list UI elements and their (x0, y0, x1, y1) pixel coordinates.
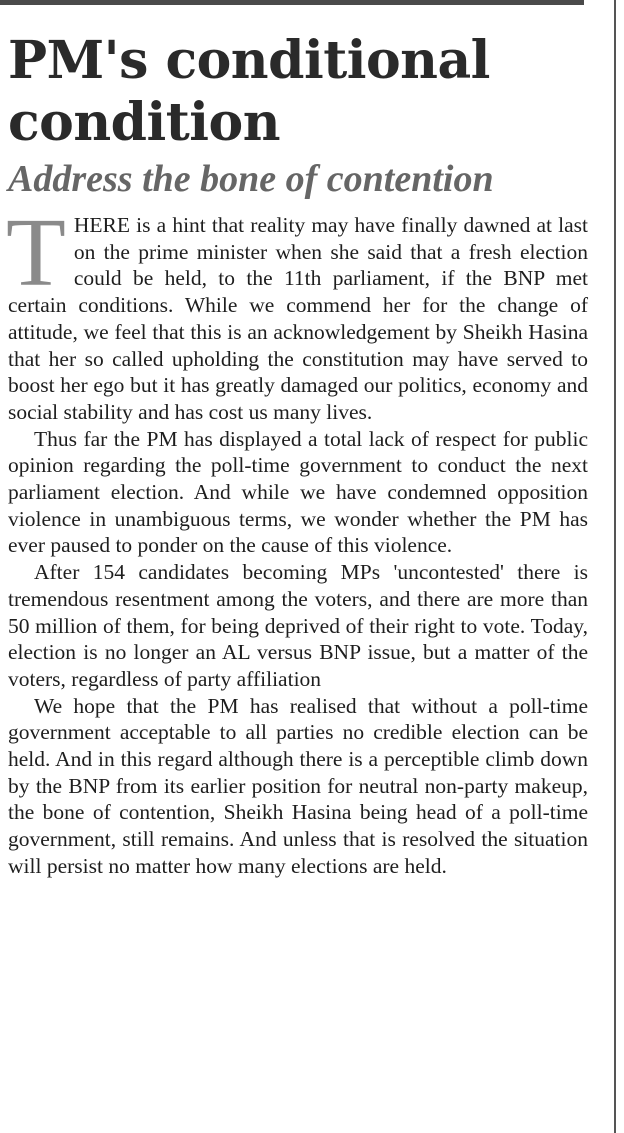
paragraph-4: We hope that the PM has realised that without a poll-time government acceptable to all parties no credible election can be held. And in this regard although there is a perceptible climb down by the BNP from its earlier position for neutral non-party makeup, the bone of contention, Sheikh Hasina being head of a poll-time government, still remains. And unless that is resolved the situation will persist no matter how many elections are held. (8, 693, 588, 878)
paragraph-1-text: HERE is a hint that reality may have finally dawned at last on the prime minister when she said that a fresh election could be held, to the 11th parliament, if the BNP met certain conditions. While we commend her for the change of attitude, we feel that this is an acknowledgement by Sheikh Hasina that her so called upholding the constitution may have served to boost her ego but it has greatly damaged our politics, economy and social stability and has cost us many lives. (8, 213, 588, 424)
article-body (6, 199, 588, 880)
editorial-article (8, 30, 588, 880)
paragraph-3: After 154 candidates becoming MPs 'uncontested' there is tremendous resentment among the voters, and there are more than 50 million of them, for being deprived of their right to vote. Today, election is no longer an AL versus BNP issue, but a matter of the voters, regardless of party affiliation (8, 560, 588, 691)
top-rule (0, 0, 584, 5)
column-rule (614, 0, 616, 1133)
paragraph-2: Thus far the PM has displayed a total lack of respect for public opinion regarding the poll-time government to conduct the next parliament election. And while we have condemned opposition violence in unambiguous terms, we wonder whether the PM has ever paused to ponder on the cause of this violence. (8, 426, 588, 558)
paragraph-1 (6, 199, 588, 426)
headline: PM's conditional condition (8, 30, 490, 153)
drop-cap: T (6, 199, 66, 307)
subheadline: Address the bone of contention (8, 158, 494, 200)
